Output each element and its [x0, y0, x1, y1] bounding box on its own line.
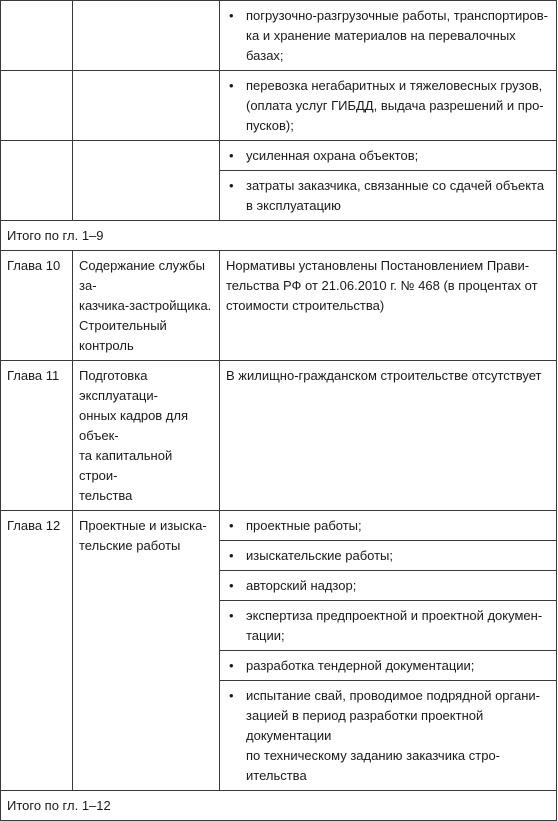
bullet-icon: •: [229, 148, 234, 163]
chapter-title: Содержание службы за- казчика-застройщика. Строительный контроль: [73, 251, 220, 361]
bullet-list: [220, 511, 556, 790]
bullet-icon: •: [229, 518, 234, 533]
list-item: [220, 1, 556, 70]
title-cell: [73, 1, 220, 71]
list-item-text: погрузочно-разгрузочные работы, транспортиров- ка и хранение материалов на перевалочных базах;: [246, 8, 548, 63]
table-row: [1, 251, 557, 361]
bullet-icon: •: [229, 658, 234, 673]
chapter-number: Глава 11: [1, 361, 73, 511]
list-item-text: разработка тендерной документации;: [246, 658, 475, 673]
list-item: [220, 571, 556, 601]
chapter-title: Подготовка эксплуатаци- онных кадров для объек- та капитальной строи- тельства: [73, 361, 220, 511]
content-cell: [220, 71, 557, 141]
list-item: [220, 141, 556, 171]
bullet-icon: •: [229, 178, 234, 193]
list-item: [220, 601, 556, 651]
table-row: [1, 511, 557, 791]
chapter-cell: [1, 141, 73, 221]
chapter-cell: [1, 1, 73, 71]
bullet-icon: •: [229, 688, 234, 703]
bullet-list: [220, 1, 556, 70]
table-row: [1, 141, 557, 221]
bullet-icon: •: [229, 78, 234, 93]
list-item: [220, 541, 556, 571]
content-cell: [220, 511, 557, 791]
total-label: Итого по гл. 1–12: [1, 791, 557, 821]
list-item-text: испытание свай, проводимое подрядной органи- зацией в период разработки проектной документации по техническому заданию заказчика стро- ительства: [246, 688, 540, 783]
list-item: [220, 681, 556, 790]
total-row: [1, 791, 557, 821]
bullet-icon: •: [229, 608, 234, 623]
chapter-title: Проектные и изыска- тельские работы: [73, 511, 220, 791]
title-cell: [73, 141, 220, 221]
list-item-text: экспертиза предпроектной и проектной докумен- тации;: [246, 608, 543, 643]
list-item-text: проектные работы;: [246, 518, 362, 533]
content-cell: [220, 1, 557, 71]
bullet-icon: •: [229, 578, 234, 593]
table-row: [1, 361, 557, 511]
chapter-note: Нормативы установлены Постановлением Прави- тельства РФ от 21.06.2010 г. № 468 (в процентах от стоимости строительства): [220, 251, 557, 361]
content-cell: [220, 141, 557, 221]
table-row: [1, 1, 557, 71]
bullet-list: [220, 71, 556, 140]
bullet-icon: •: [229, 548, 234, 563]
total-row: [1, 221, 557, 251]
list-item-text: усиленная охрана объектов;: [246, 148, 419, 163]
chapter-number: Глава 10: [1, 251, 73, 361]
list-item-text: затраты заказчика, связанные со сдачей объекта в эксплуатацию: [246, 178, 545, 213]
bullet-icon: •: [229, 8, 234, 23]
title-cell: [73, 71, 220, 141]
chapter-number: Глава 12: [1, 511, 73, 791]
list-item-text: перевозка негабаритных и тяжеловесных грузов, (оплата услуг ГИБДД, выдача разрешений и про- пусков);: [246, 78, 544, 133]
list-item-text: авторский надзор;: [246, 578, 357, 593]
total-label: Итого по гл. 1–9: [1, 221, 557, 251]
list-item: [220, 71, 556, 140]
chapter-cell: [1, 71, 73, 141]
list-item: [220, 171, 556, 220]
table-row: [1, 71, 557, 141]
list-item-text: изыскательские работы;: [246, 548, 393, 563]
list-item: [220, 511, 556, 541]
bullet-list: [220, 141, 556, 220]
chapter-note: В жилищно-гражданском строительстве отсутствует: [220, 361, 557, 511]
